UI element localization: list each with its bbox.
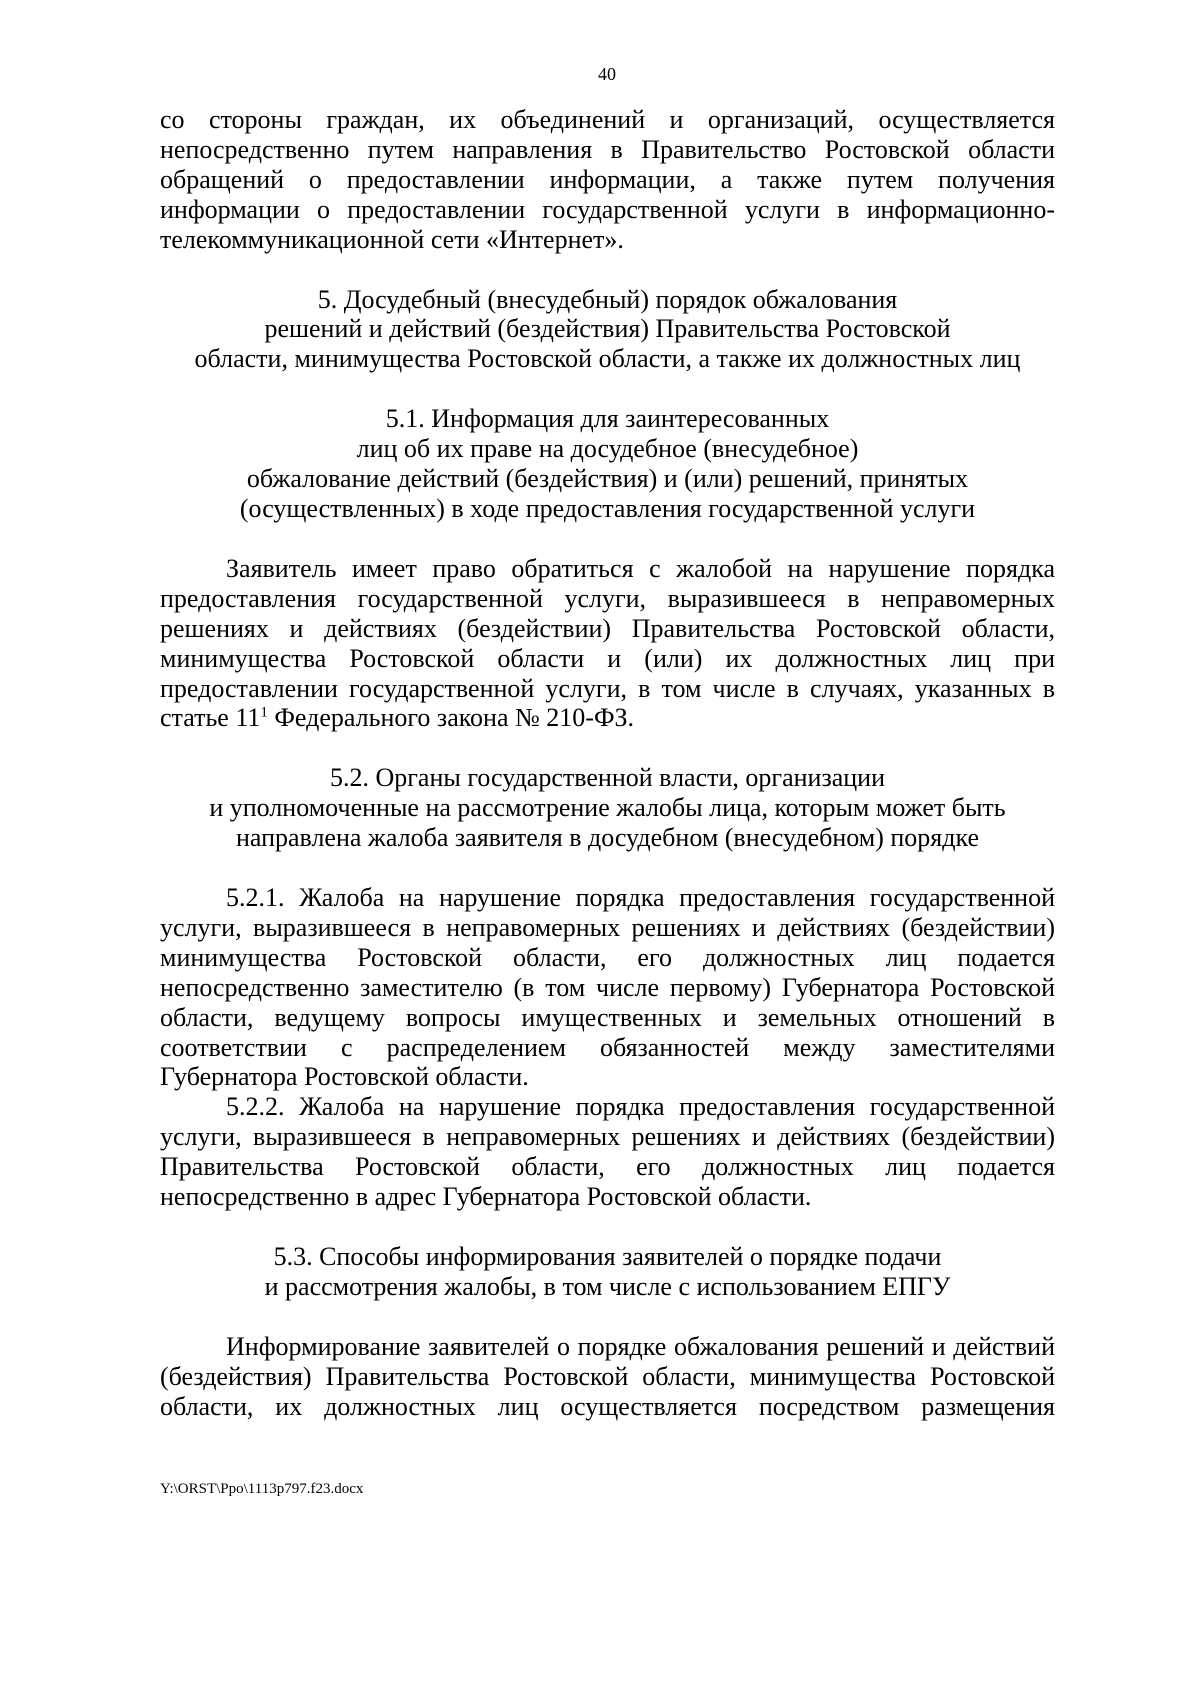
section-5-2-title-line: направлена жалоба заявителя в досудебном (внесудебном) порядке: [235, 823, 980, 853]
section-5-3-paragraph: Информирование заявителей о порядке обжалования решений и действий (бездействия) Правительства Ростовской области, минимущества Ростовской области, их должностных лиц осуществляется посредством размещения: [160, 1331, 1055, 1421]
superscript: 1: [260, 704, 268, 721]
section-5-title-line: 5. Досудебный (внесудебный) порядок обжалования: [317, 284, 898, 314]
section-5-2-title-line: 5.2. Органы государственной власти, организации: [329, 763, 885, 793]
section-5-2-heading: [160, 763, 1055, 853]
section-5-title-line: области, минимущества Ростовской области, а также их должностных лиц: [194, 344, 1021, 374]
footer-file-path: Y:\ORST\Ppo\1113p797.f23.docx: [160, 1481, 364, 1497]
section-5-3-title-line: 5.3. Способы информирования заявителей о порядке подачи: [273, 1242, 942, 1271]
section-5-3-title-line: и рассмотрения жалобы, в том числе с использованием ЕПГУ: [264, 1271, 951, 1301]
section-5-1-title-line: (осуществленных) в ходе предоставления государственной услуги: [239, 493, 976, 523]
page-number: 40: [598, 64, 616, 84]
item-5-2-1-paragraph: 5.2.1. Жалоба на нарушение порядка предоставления государственной услуги, выразившееся в неправомерных решениях и действиях (бездействии) минимущества Ростовской области, его должностных лиц подается непосредственно заместителю (в том числе первому) Губернатора Ростовской области, ведущему вопросы имущественных и земельных отношений в соответствии с распределением обязанностей между заместителями Губернатора Ростовской области.: [160, 883, 1055, 1092]
section-5-heading: [160, 285, 1055, 375]
section-5-2-title-line: и уполномоченные на рассмотрение жалобы лица, которым может быть: [209, 793, 1006, 823]
section-5-3-heading: [160, 1242, 1055, 1302]
document-body: [160, 105, 1055, 1422]
section-5-1-title-line: обжалование действий (бездействия) и (или) решений, принятых: [246, 464, 969, 494]
section-5-1-title-line: лиц об их праве на досудебное (внесудебное): [356, 434, 859, 464]
section-5-1-title-line: 5.1. Информация для заинтересованных: [385, 404, 830, 434]
section-5-1-text: Заявитель имеет право обратиться с жалобой на нарушение порядка предоставления государственной услуги, выразившееся в неправомерных решениях и действиях (бездействии) Правительства Ростовской области, минимущества Ростовской области и (или) их должностных лиц при предоставлении государственной услуги, в том числе в случаях, указанных в статье 11: [160, 553, 1055, 733]
section-5-1-paragraph: [160, 554, 1055, 733]
item-5-2-2-paragraph: 5.2.2. Жалоба на нарушение порядка предоставления государственной услуги, выразившееся в неправомерных решениях и действиях (бездействии) Правительства Ростовской области, его должностных лиц подается непосредственно в адрес Губернатора Ростовской области.: [160, 1092, 1055, 1212]
continuation-paragraph: со стороны граждан, их объединений и организаций, осуществляется непосредственно путем направления в Правительство Ростовской области обращений о предоставлении информации, а также путем получения информации о предоставлении государственной услуги в информационно-телекоммуникационной сети «Интернет».: [160, 105, 1055, 254]
section-5-1-text-end: Федерального закона № 210-ФЗ.: [267, 703, 635, 733]
section-5-title-line: решений и действий (бездействия) Правительства Ростовской: [264, 314, 951, 344]
section-5-1-heading: [160, 404, 1055, 524]
